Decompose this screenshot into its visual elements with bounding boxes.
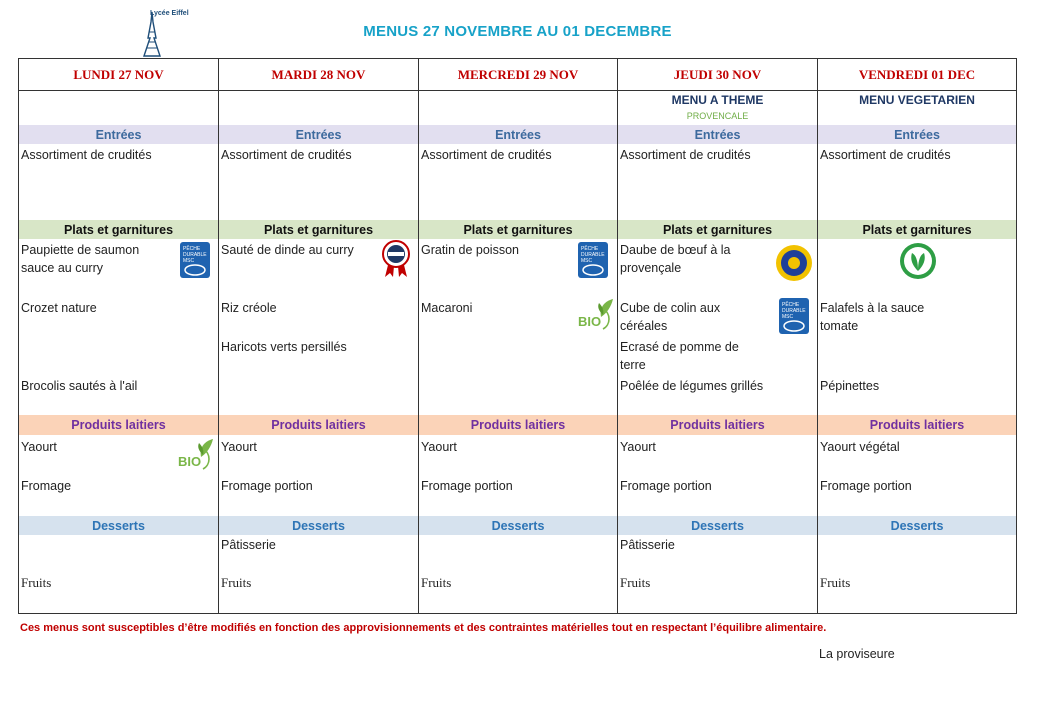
entree-item: Assortiment de crudités: [421, 148, 552, 162]
school-logo-text: Lycée Eiffel: [150, 10, 189, 17]
signature: La proviseure: [819, 647, 895, 661]
main-dish: Gratin de poisson: [421, 243, 519, 257]
laitiers-band: Produits laitiers: [618, 415, 817, 435]
day-column-wednesday: [419, 91, 618, 613]
igp-label-icon: [774, 243, 814, 283]
disclaimer-note: Ces menus sont susceptibles d’être modifiés en fonction des approvisionnements et des contraintes matérielles tout en respectant l’équilibre alimentaire.: [20, 622, 827, 634]
main-dish: Daube de bœuf à la provençale: [620, 243, 731, 275]
dessert-item-2: Fruits: [620, 575, 651, 590]
side-dish-1: Crozet nature: [21, 301, 97, 315]
plats-band: Plats et garnitures: [618, 220, 817, 239]
laitiers-band: Produits laitiers: [19, 415, 218, 435]
dessert-item-1: Pâtisserie: [620, 538, 675, 552]
day-column-tuesday: [219, 91, 419, 613]
svg-text:MSC: MSC: [782, 314, 794, 320]
main-dish: Sauté de dinde au curry: [221, 243, 354, 257]
laitiers-band: Produits laitiers: [419, 415, 617, 435]
desserts-band: Desserts: [219, 516, 418, 535]
vegetarian-label-icon: [898, 241, 938, 281]
svg-text:DURABLE: DURABLE: [183, 252, 207, 258]
day-header-thursday: JEUDI 30 NOV: [618, 59, 818, 91]
entree-item: Assortiment de crudités: [21, 148, 152, 162]
entrees-band: Entrées: [419, 125, 617, 144]
theme-title: MENU VEGETARIEN: [859, 93, 975, 107]
vegetable-dish: Brocolis sautés à l'ail: [21, 379, 138, 393]
day-header-wednesday: MERCREDI 29 NOV: [419, 59, 618, 91]
entrees-band: Entrées: [818, 125, 1016, 144]
svg-text:MSC: MSC: [183, 258, 195, 264]
plats-band: Plats et garnitures: [818, 220, 1016, 239]
msc-label-icon: [577, 241, 609, 279]
page-title: MENUS 27 NOVEMBRE AU 01 DECEMBRE: [363, 23, 672, 40]
dairy-item-2: Fromage portion: [421, 479, 513, 493]
day-column-friday: [818, 91, 1016, 613]
svg-text:PÊCHE: PÊCHE: [183, 246, 201, 252]
day-column-thursday: [618, 91, 818, 613]
side-dish-1: Cube de colin aux céréales: [620, 301, 721, 333]
dairy-item-1: Yaourt: [620, 440, 656, 454]
desserts-band: Desserts: [19, 516, 218, 535]
bio-label-icon: [577, 295, 615, 331]
dessert-item-1: Pâtisserie: [221, 538, 276, 552]
entrees-band: Entrées: [618, 125, 817, 144]
svg-text:DURABLE: DURABLE: [581, 252, 605, 258]
laitiers-band: Produits laitiers: [818, 415, 1016, 435]
dairy-item-1: Yaourt végétal: [820, 440, 900, 454]
label-rouge-icon: [379, 239, 413, 279]
msc-label-icon: [778, 297, 810, 335]
entree-item: Assortiment de crudités: [820, 148, 951, 162]
dessert-item-2: Fruits: [21, 575, 52, 590]
dessert-item-2: Fruits: [421, 575, 452, 590]
plats-band: Plats et garnitures: [219, 220, 418, 239]
svg-text:MSC: MSC: [581, 258, 593, 264]
desserts-band: Desserts: [818, 516, 1016, 535]
plats-band: Plats et garnitures: [19, 220, 218, 239]
side-dish-1: Falafels à la sauce tomate: [820, 301, 925, 333]
dessert-item-2: Fruits: [221, 575, 252, 590]
dairy-item-2: Fromage: [21, 479, 72, 493]
desserts-band: Desserts: [419, 516, 617, 535]
side-dish-2: Ecrasé de pomme de terre: [620, 340, 739, 372]
dairy-item-1: Yaourt: [221, 440, 257, 454]
dessert-item-2: Fruits: [820, 575, 851, 590]
dairy-item-2: Fromage portion: [221, 479, 313, 493]
day-header-monday: LUNDI 27 NOV: [19, 59, 219, 91]
svg-text:DURABLE: DURABLE: [782, 308, 806, 314]
theme-title: MENU A THEME: [671, 93, 764, 107]
day-header-tuesday: MARDI 28 NOV: [219, 59, 419, 91]
svg-text:BIO: BIO: [578, 314, 602, 329]
svg-text:BIO: BIO: [178, 454, 202, 469]
day-header-friday: VENDREDI 01 DEC: [818, 59, 1016, 91]
side-dish-2: Haricots verts persillés: [221, 340, 347, 354]
side-dish-1: Macaroni: [421, 301, 473, 315]
dairy-item-1: Yaourt: [21, 440, 57, 454]
msc-label-icon: [179, 241, 211, 279]
entrees-band: Entrées: [219, 125, 418, 144]
entree-item: Assortiment de crudités: [620, 148, 751, 162]
day-column-monday: [19, 91, 219, 613]
dairy-item-1: Yaourt: [421, 440, 457, 454]
main-dish: Paupiette de saumon sauce au curry: [21, 243, 140, 275]
theme-subtitle: PROVENCALE: [686, 111, 749, 121]
svg-text:PÊCHE: PÊCHE: [782, 302, 800, 308]
bio-label-icon: [177, 435, 215, 471]
side-dish-1: Riz créole: [221, 301, 277, 315]
entrees-band: Entrées: [19, 125, 218, 144]
vegetable-dish: Pépinettes: [820, 379, 880, 393]
dairy-item-2: Fromage portion: [620, 479, 712, 493]
dairy-item-2: Fromage portion: [820, 479, 912, 493]
entree-item: Assortiment de crudités: [221, 148, 352, 162]
vegetable-dish: Poêlée de légumes grillés: [620, 379, 764, 393]
svg-text:PÊCHE: PÊCHE: [581, 246, 599, 252]
plats-band: Plats et garnitures: [419, 220, 617, 239]
laitiers-band: Produits laitiers: [219, 415, 418, 435]
desserts-band: Desserts: [618, 516, 817, 535]
menu-table: [18, 58, 1017, 614]
